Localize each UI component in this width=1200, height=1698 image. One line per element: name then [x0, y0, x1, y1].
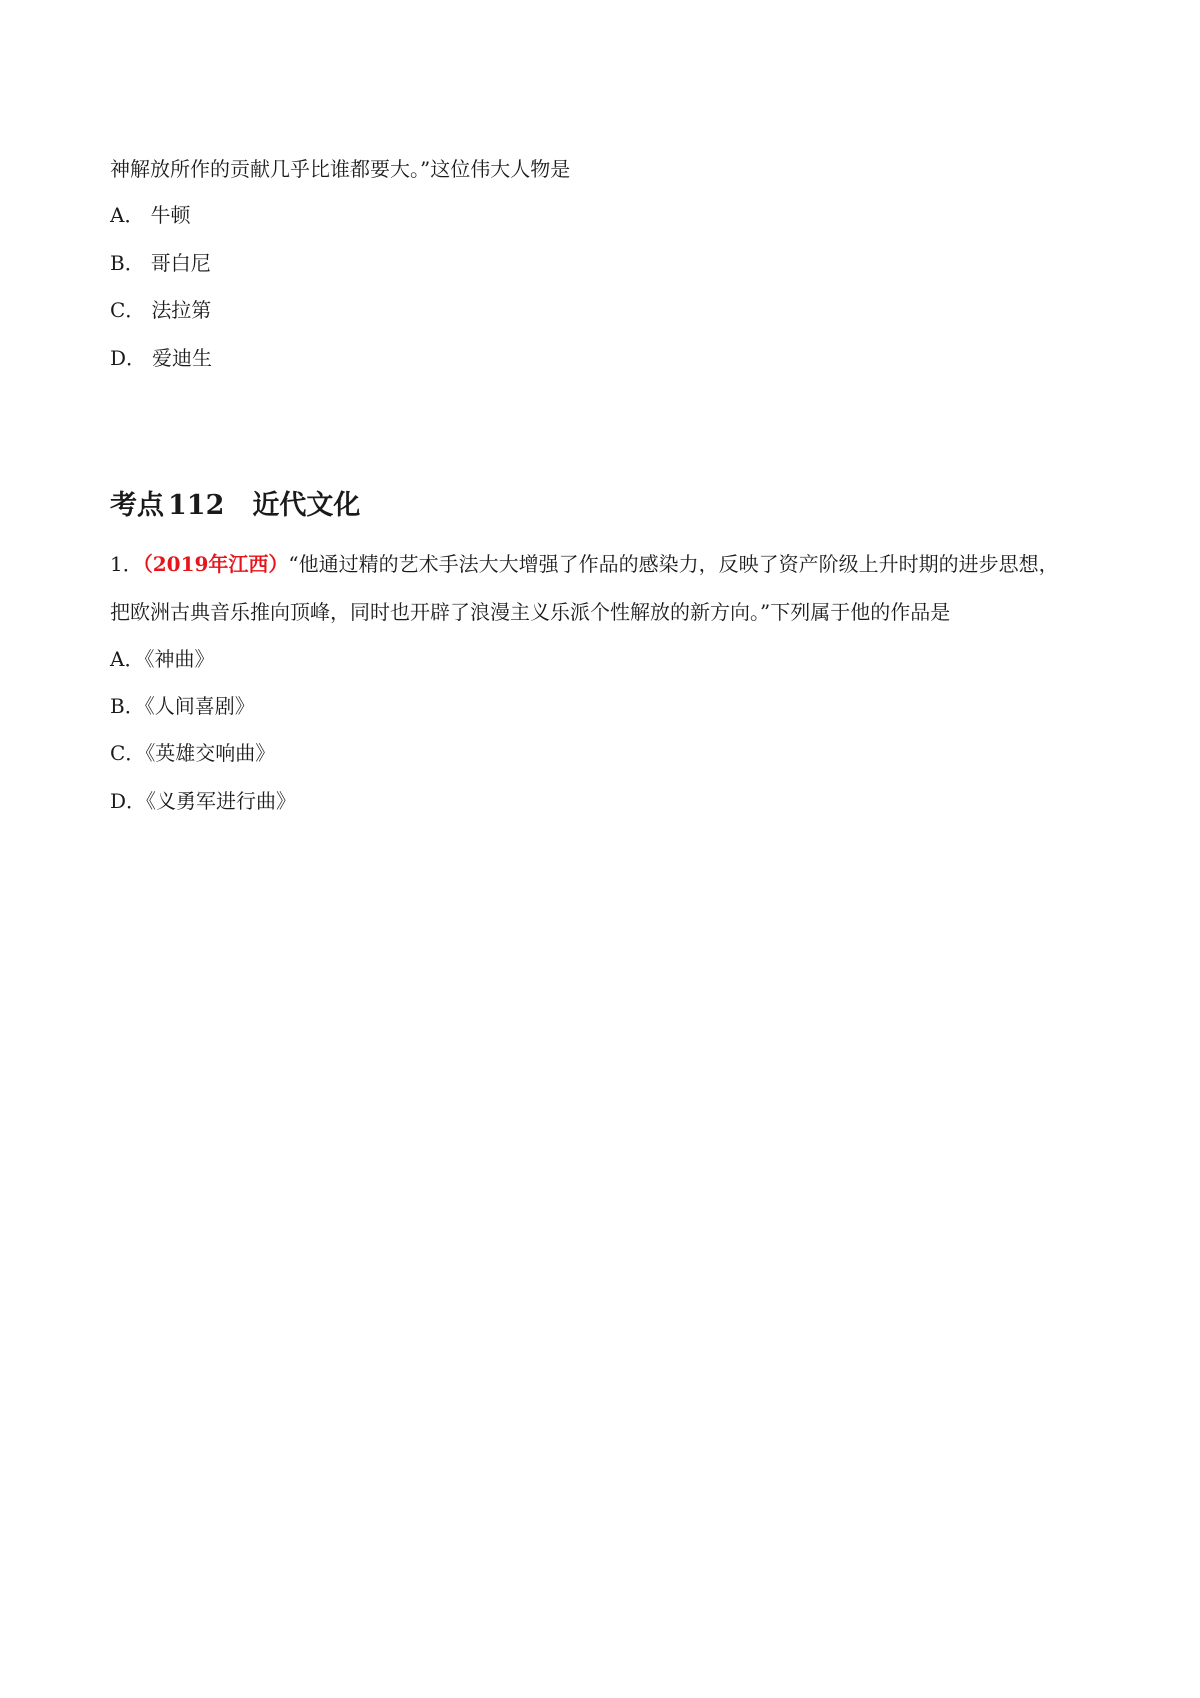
q1-option-c	[110, 739, 275, 767]
option-text: 《神曲》	[144, 647, 215, 671]
option-letter: D．	[110, 789, 147, 813]
q1-option-d	[110, 787, 296, 815]
prev-question-text: 神解放所作的贡献几乎比谁都要大。”这位伟大人物是	[110, 157, 571, 181]
q1-option-b	[110, 692, 255, 720]
prev-option-a	[110, 201, 190, 229]
question-number: 1．	[110, 552, 143, 576]
option-text: 《英雄交响曲》	[145, 741, 276, 765]
option-letter: A．	[110, 647, 145, 671]
option-text: 哥白尼	[150, 251, 211, 275]
question-1-line-1	[110, 550, 1059, 578]
option-text: 牛顿	[150, 203, 191, 227]
option-text: 法拉第	[151, 298, 212, 322]
question-stem-1: “他通过精的艺术手法大大增强了作品的感染力，反映了资产阶级上升时期的进步思想，	[288, 552, 1059, 576]
option-text: 《义勇军进行曲》	[146, 789, 297, 813]
option-text: 《人间喜剧》	[144, 694, 255, 718]
option-letter: D．	[110, 346, 147, 370]
option-letter: A．	[110, 203, 145, 227]
prev-option-c	[110, 296, 211, 324]
question-source: （2019年江西）	[142, 552, 289, 576]
section-prefix: 考点	[110, 490, 164, 521]
prev-option-b	[110, 249, 211, 277]
section-title: 近代文化	[252, 490, 361, 521]
q1-option-a	[110, 645, 214, 673]
option-text: 爱迪生	[152, 346, 213, 370]
section-number: 112	[168, 490, 225, 521]
option-letter: B．	[110, 251, 145, 275]
question-1-line-2: 把欧洲古典音乐推向顶峰，同时也开辟了浪漫主义乐派个性解放的新方向。”下列属于他的作品是	[110, 600, 951, 624]
prev-option-d	[110, 344, 212, 372]
section-heading	[110, 488, 360, 524]
option-letter: C．	[110, 298, 146, 322]
option-letter: C．	[110, 741, 146, 765]
option-letter: B．	[110, 694, 145, 718]
